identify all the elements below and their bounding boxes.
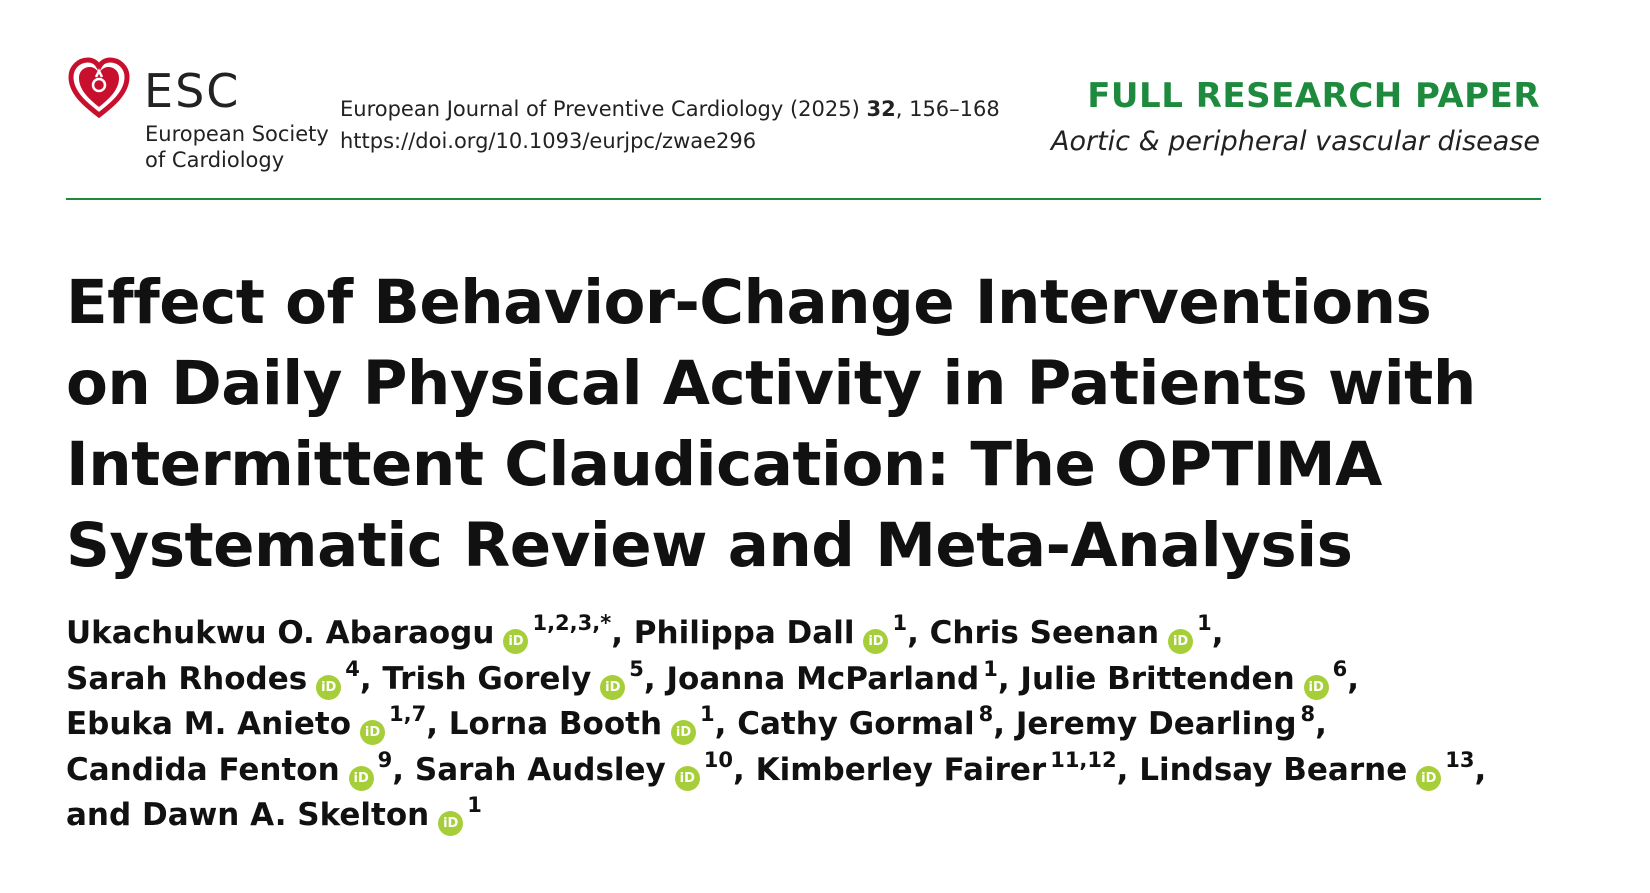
- author-conjunction: and: [66, 797, 142, 833]
- author-separator: ,: [907, 615, 930, 651]
- orcid-icon[interactable]: iD: [600, 675, 625, 700]
- article-category: Aortic & peripheral vascular disease: [1050, 126, 1540, 157]
- author-line-3: [66, 702, 1566, 748]
- affiliation-sup: 1: [983, 656, 998, 681]
- article-kind: [1051, 74, 1540, 162]
- author-name[interactable]: Ukachukwu O. Abaraogu: [66, 615, 495, 651]
- author-line-5: [66, 793, 1566, 839]
- orcid-icon[interactable]: iD: [360, 720, 385, 745]
- affiliation-sup: 1: [467, 793, 482, 817]
- author-name[interactable]: Sarah Audsley: [414, 751, 666, 788]
- affiliation-sup: 1,7: [389, 702, 427, 726]
- author-separator: ,: [643, 660, 667, 697]
- author-separator: ,: [997, 660, 1021, 697]
- article-title: [66, 262, 1476, 586]
- affiliation-sup: 1: [1197, 611, 1212, 635]
- author-name[interactable]: Sarah Rhodes: [66, 660, 308, 697]
- affiliation-sup: 1,2,3,*: [532, 611, 612, 635]
- journal-name-year: European Journal of Preventive Cardiology (2025): [340, 97, 860, 121]
- esc-wordmark: ESC: [144, 64, 241, 118]
- header-divider: [66, 198, 1541, 200]
- author-separator: ,: [1347, 660, 1360, 697]
- author-line-4: [66, 748, 1566, 794]
- author-separator: ,: [359, 660, 383, 697]
- doi-link[interactable]: https://doi.org/10.1093/eurjpc/zwae296: [340, 129, 757, 153]
- affiliation-sup: 4: [345, 656, 360, 681]
- orcid-icon[interactable]: iD: [675, 766, 700, 791]
- orcid-icon[interactable]: iD: [1416, 766, 1441, 791]
- author-name[interactable]: Joanna McParland: [666, 660, 980, 697]
- author-separator: ,: [993, 706, 1016, 742]
- orcid-icon[interactable]: iD: [1168, 629, 1193, 654]
- affiliation-sup: 11,12: [1050, 747, 1117, 772]
- esc-heart-icon: [66, 55, 132, 121]
- journal-citation-line: [340, 93, 1000, 125]
- affiliation-sup: 1: [892, 611, 908, 635]
- author-name[interactable]: Lorna Booth: [448, 706, 663, 742]
- author-list: [66, 611, 1566, 839]
- author-separator: ,: [733, 751, 756, 788]
- affiliation-sup: 1: [700, 702, 715, 726]
- author-name[interactable]: Trish Gorely: [382, 660, 592, 697]
- affiliation-sup: 6: [1332, 656, 1348, 681]
- article-type: FULL RESEARCH PAPER: [1087, 76, 1540, 116]
- affiliation-sup: 10: [703, 747, 733, 772]
- orcid-icon[interactable]: iD: [316, 675, 341, 700]
- esc-logo[interactable]: [66, 55, 356, 180]
- author-separator: ,: [1474, 751, 1487, 788]
- author-separator: ,: [1211, 615, 1224, 651]
- orcid-icon[interactable]: iD: [863, 629, 888, 654]
- author-name[interactable]: Ebuka M. Anieto: [66, 706, 352, 742]
- journal-pages: , 156–168: [895, 97, 1000, 121]
- author-name[interactable]: Kimberley Fairer: [755, 751, 1047, 788]
- author-name[interactable]: Dawn A. Skelton: [141, 797, 430, 833]
- orcid-icon[interactable]: iD: [1304, 675, 1329, 700]
- author-separator: ,: [1116, 751, 1140, 788]
- affiliation-sup: 5: [629, 656, 644, 681]
- society-name-line1: European Society: [145, 122, 329, 146]
- author-name[interactable]: Lindsay Bearne: [1139, 751, 1408, 788]
- affiliation-sup: 8: [1300, 702, 1316, 726]
- author-separator: ,: [714, 706, 738, 742]
- author-name[interactable]: Julie Brittenden: [1020, 660, 1295, 697]
- affiliation-sup: 13: [1445, 747, 1475, 772]
- author-line-2: [66, 657, 1566, 703]
- author-name[interactable]: Jeremy Dearling: [1015, 706, 1297, 742]
- author-name[interactable]: Chris Seenan: [929, 615, 1160, 651]
- title-line-2: on Daily Physical Activity in Patients with: [66, 348, 1476, 419]
- affiliation-sup: 8: [978, 702, 994, 726]
- journal-citation: [340, 93, 1000, 157]
- orcid-icon[interactable]: iD: [349, 766, 374, 791]
- author-separator: ,: [392, 751, 415, 788]
- affiliation-sup: 9: [377, 747, 393, 772]
- author-name[interactable]: Philippa Dall: [633, 615, 855, 651]
- society-name: [145, 121, 365, 173]
- orcid-icon[interactable]: iD: [438, 811, 463, 836]
- author-line-1: [66, 611, 1566, 657]
- author-separator: ,: [611, 615, 634, 651]
- title-line-4: Systematic Review and Meta-Analysis: [66, 510, 1353, 581]
- society-name-line2: of Cardiology: [145, 148, 285, 172]
- journal-volume: 32: [866, 97, 896, 121]
- orcid-icon[interactable]: iD: [671, 720, 696, 745]
- title-line-1: Effect of Behavior-Change Interventions: [66, 267, 1432, 338]
- author-separator: ,: [1315, 706, 1327, 742]
- title-line-3: Intermittent Claudication: The OPTIMA: [66, 429, 1382, 500]
- author-name[interactable]: Candida Fenton: [66, 751, 340, 788]
- article-header: [0, 0, 1650, 215]
- orcid-icon[interactable]: iD: [503, 629, 528, 654]
- author-name[interactable]: Cathy Gormal: [737, 706, 975, 742]
- author-separator: ,: [426, 706, 449, 742]
